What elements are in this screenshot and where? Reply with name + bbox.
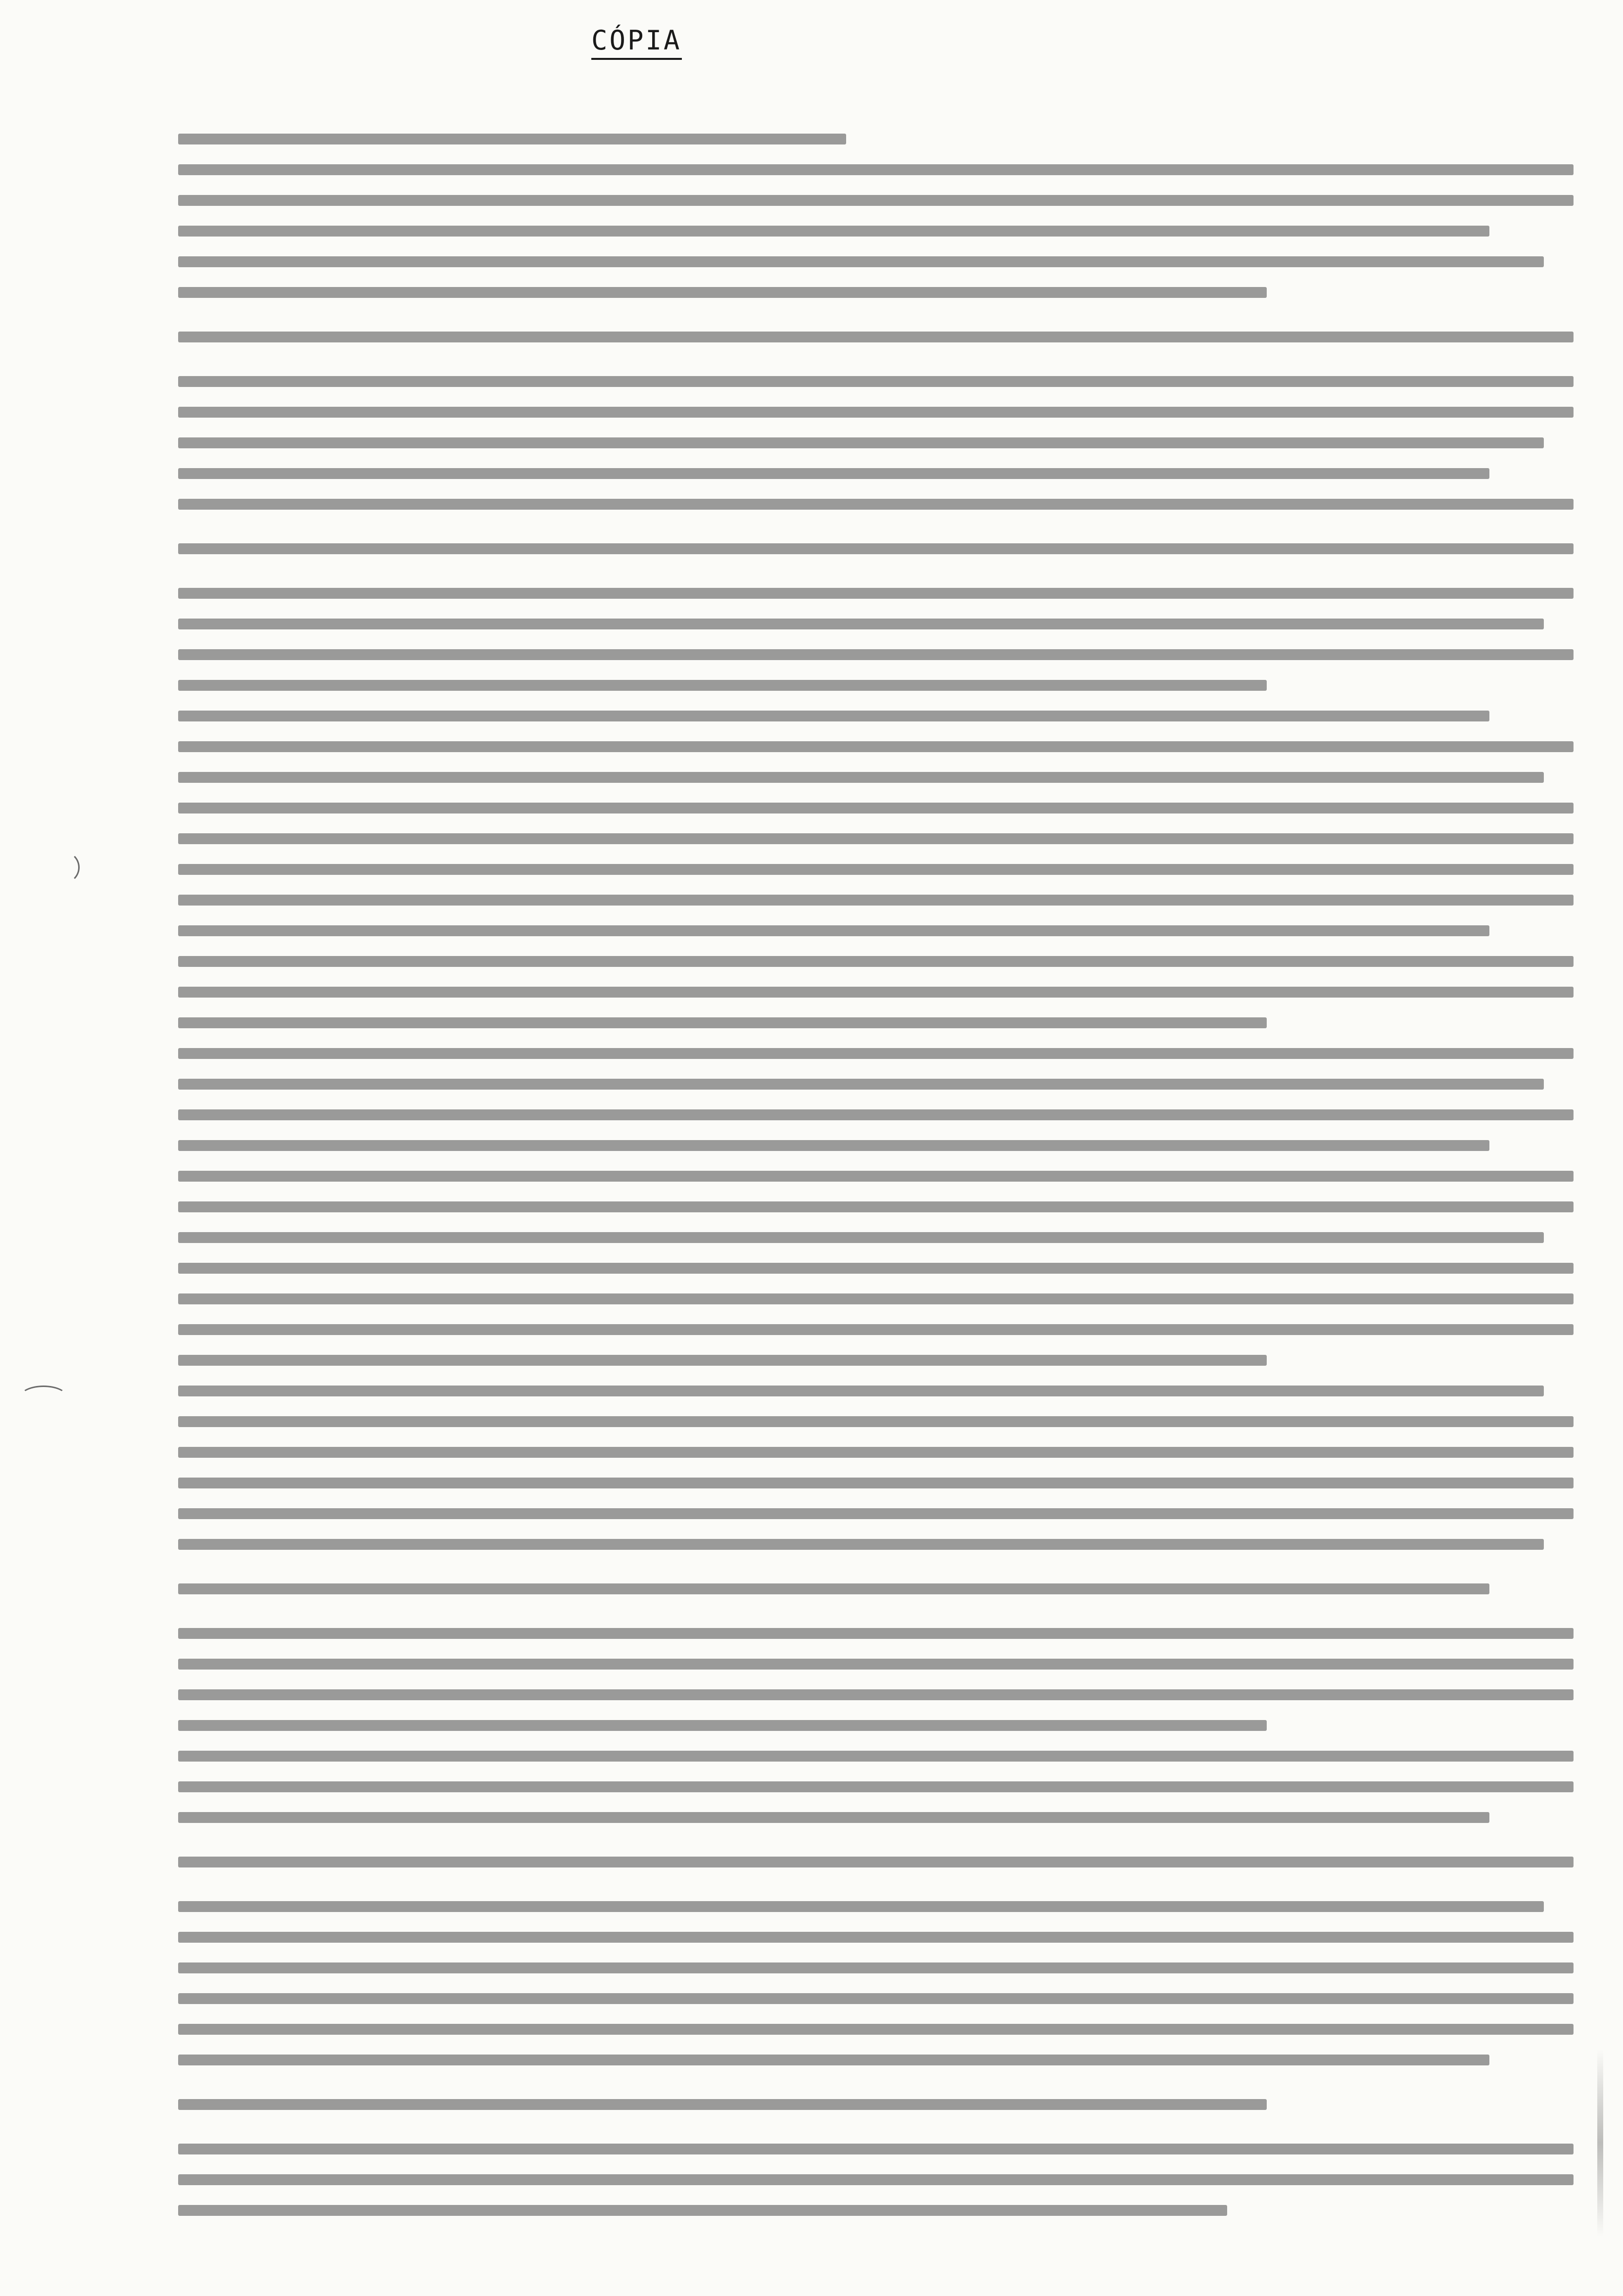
text-line-placeholder xyxy=(178,1751,1574,1762)
text-line-placeholder xyxy=(178,1048,1574,1059)
text-line-placeholder xyxy=(178,134,846,144)
text-line-placeholder xyxy=(178,1140,1489,1151)
text-line-placeholder xyxy=(178,1812,1489,1823)
text-line-placeholder xyxy=(178,833,1574,844)
text-line-placeholder xyxy=(178,1720,1267,1731)
text-line-placeholder xyxy=(178,2024,1574,2035)
text-line-placeholder xyxy=(178,987,1574,998)
body-text-region xyxy=(178,134,1578,2187)
text-line-placeholder xyxy=(178,803,1574,813)
text-line-placeholder xyxy=(178,1901,1544,1912)
text-line-placeholder xyxy=(178,2144,1574,2154)
text-line-placeholder xyxy=(178,468,1489,479)
text-line-placeholder xyxy=(178,741,1574,752)
text-line-placeholder xyxy=(178,164,1574,175)
text-line-placeholder xyxy=(178,1659,1574,1670)
text-line-placeholder xyxy=(178,437,1544,448)
text-line-placeholder xyxy=(178,376,1574,387)
margin-mark xyxy=(47,851,80,884)
text-line-placeholder xyxy=(178,864,1574,875)
text-line-placeholder xyxy=(178,1447,1574,1458)
text-line-placeholder xyxy=(178,1355,1267,1366)
text-line-placeholder xyxy=(178,1293,1574,1304)
text-line-placeholder xyxy=(178,2055,1489,2065)
page-edge-mark xyxy=(1597,2049,1603,2237)
text-line-placeholder xyxy=(178,1386,1544,1396)
text-line-placeholder xyxy=(178,1017,1267,1028)
text-line-placeholder xyxy=(178,711,1489,721)
text-line-placeholder xyxy=(178,1263,1574,1274)
text-line-placeholder xyxy=(178,1993,1574,2004)
text-line-placeholder xyxy=(178,772,1544,783)
text-line-placeholder xyxy=(178,195,1574,206)
text-line-placeholder xyxy=(178,1781,1574,1792)
text-line-placeholder xyxy=(178,1109,1574,1120)
margin-mark xyxy=(20,1386,67,1408)
text-line-placeholder xyxy=(178,1508,1574,1519)
text-line-placeholder xyxy=(178,1689,1574,1700)
text-line-placeholder xyxy=(178,2099,1267,2110)
text-line-placeholder xyxy=(178,1416,1574,1427)
text-line-placeholder xyxy=(178,287,1267,298)
text-line-placeholder xyxy=(178,1201,1574,1212)
text-line-placeholder xyxy=(178,895,1574,906)
text-line-placeholder xyxy=(178,1079,1544,1090)
text-line-placeholder xyxy=(178,543,1574,554)
text-line-placeholder xyxy=(178,407,1574,418)
text-line-placeholder xyxy=(178,2205,1227,2216)
text-line-placeholder xyxy=(178,1171,1574,1182)
text-line-placeholder xyxy=(178,226,1489,237)
text-line-placeholder xyxy=(178,1539,1544,1550)
text-line-placeholder xyxy=(178,619,1544,629)
text-line-placeholder xyxy=(178,1932,1574,1943)
text-line-placeholder xyxy=(178,680,1267,691)
text-line-placeholder xyxy=(178,1324,1574,1335)
text-line-placeholder xyxy=(178,1628,1574,1639)
text-line-placeholder xyxy=(178,649,1574,660)
text-line-placeholder xyxy=(178,925,1489,936)
text-line-placeholder xyxy=(178,956,1574,967)
text-line-placeholder xyxy=(178,1962,1574,1973)
text-line-placeholder xyxy=(178,1478,1574,1488)
text-line-placeholder xyxy=(178,499,1574,510)
text-line-placeholder xyxy=(178,2174,1574,2185)
text-line-placeholder xyxy=(178,1857,1574,1867)
text-line-placeholder xyxy=(178,256,1544,267)
text-line-placeholder xyxy=(178,1232,1544,1243)
text-line-placeholder xyxy=(178,1583,1489,1594)
document-title: CÓPIA xyxy=(591,26,682,60)
text-line-placeholder xyxy=(178,588,1574,599)
text-line-placeholder xyxy=(178,332,1574,342)
